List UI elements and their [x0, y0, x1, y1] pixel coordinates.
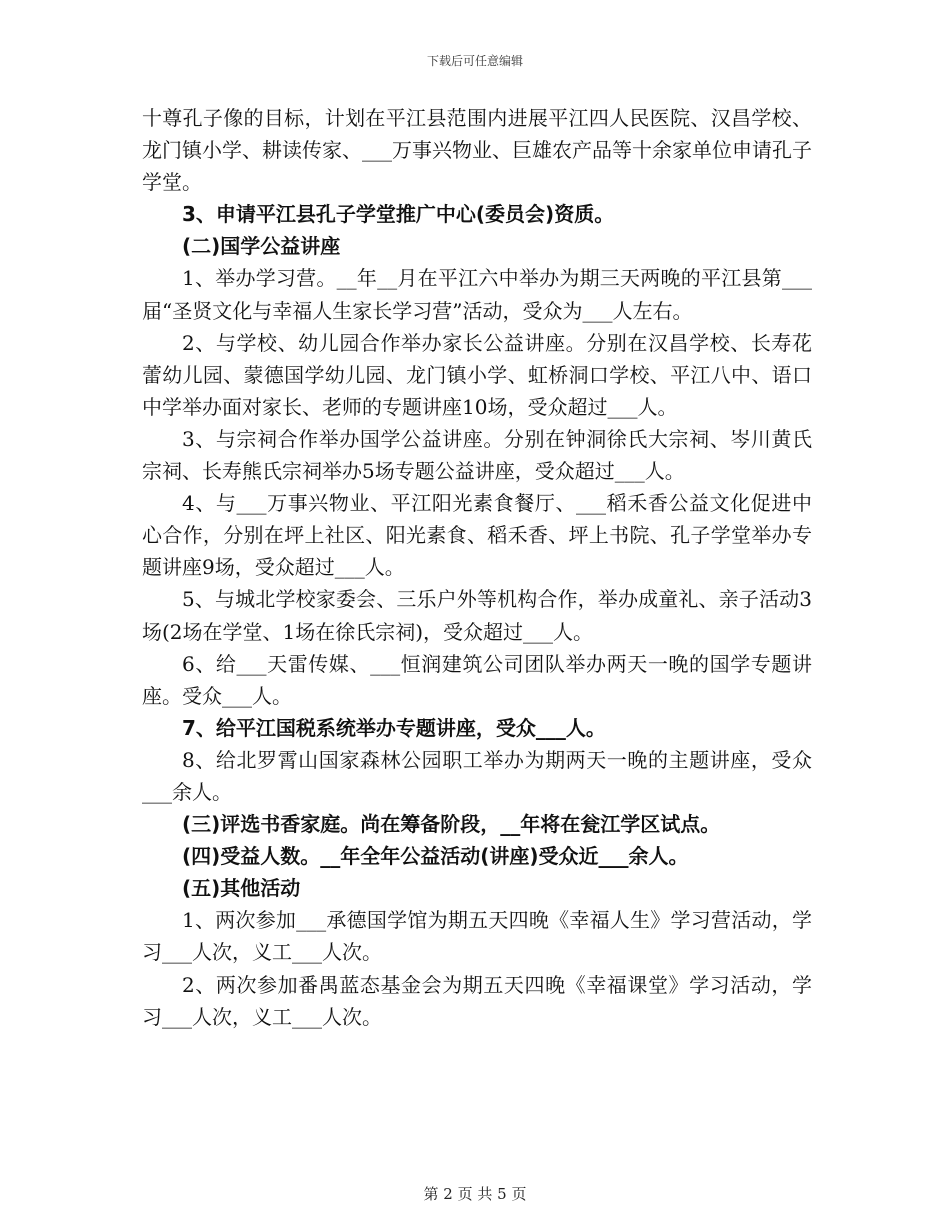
paragraph-intro-continued: 十尊孔子像的目标，计划在平江县范围内进展平江四人民医院、汉昌学校、龙门镇小学、耕读传家、___万事兴物业、巨雄农产品等十余家单位申请孔子学堂。 [142, 106, 812, 195]
paragraph-lecture-7: 7、给平江国税系统举办专题讲座，受众___人。 [182, 715, 606, 740]
paragraph-lecture-1: 1、举办学习营。__年__月在平江六中举办为期三天两晚的平江县第___届“圣贤文化与幸福人生家长学习营”活动，受众为___人左右。 [142, 266, 812, 323]
page-header: 下载后可任意编辑 [426, 54, 523, 68]
paragraph-other-2: 2、两次参加番禺蓝态基金会为期五天四晚《幸福课堂》学习活动，学习___人次，义工___人次。 [142, 972, 812, 1029]
paragraph-lecture-5: 5、与城北学校家委会、三乐户外等机构合作，举办成童礼、亲子活动3场(2场在学堂、1场在徐氏宗祠)，受众超过___人。 [142, 587, 812, 644]
paragraph-lecture-4: 4、与___万事兴物业、平江阳光素食餐厅、___稻禾香公益文化促进中心合作，分别在坪上社区、阳光素食、稻禾香、坪上书院、孔子学堂举办专题讲座9场，受众超过___人。 [142, 491, 812, 580]
document-body [142, 102, 812, 1033]
section-heading-lectures: (二)国学公益讲座 [182, 234, 341, 259]
paragraph-lecture-6: 6、给___天雷传媒、___恒润建筑公司团队举办两天一晚的国学专题讲座。受众___人。 [142, 651, 812, 708]
paragraph-item-3-heading: 3、申请平江县孔子学堂推广中心(委员会)资质。 [182, 202, 615, 227]
paragraph-lecture-2: 2、与学校、幼儿园合作举办家长公益讲座。分别在汉昌学校、长寿花蕾幼儿园、蒙德国学幼儿园、龙门镇小学、虹桥洞口学校、平江八中、语口中学举办面对家长、老师的专题讲座10场，受众超过___人。 [142, 330, 812, 419]
paragraph-lecture-3: 3、与宗祠合作举办国学公益讲座。分别在钟洞徐氏大宗祠、岑川黄氏宗祠、长寿熊氏宗祠举办5场专题公益讲座，受众超过___人。 [142, 426, 812, 484]
paragraph-lecture-8: 8、给北罗霄山国家森林公园职工举办为期两天一晚的主题讲座，受众___余人。 [142, 747, 812, 804]
page-footer: 第 2 页 共 5 页 [423, 1185, 527, 1203]
section-heading-book-family: (三)评选书香家庭。尚在筹备阶段，__年将在瓮江学区试点。 [182, 812, 721, 837]
section-heading-beneficiaries: (四)受益人数。__年全年公益活动(讲座)受众近___余人。 [182, 844, 689, 869]
section-heading-other-activities: (五)其他活动 [182, 876, 301, 901]
paragraph-other-1: 1、两次参加___承德国学馆为期五天四晚《幸福人生》学习营活动，学习___人次，义工___人次。 [142, 908, 812, 965]
